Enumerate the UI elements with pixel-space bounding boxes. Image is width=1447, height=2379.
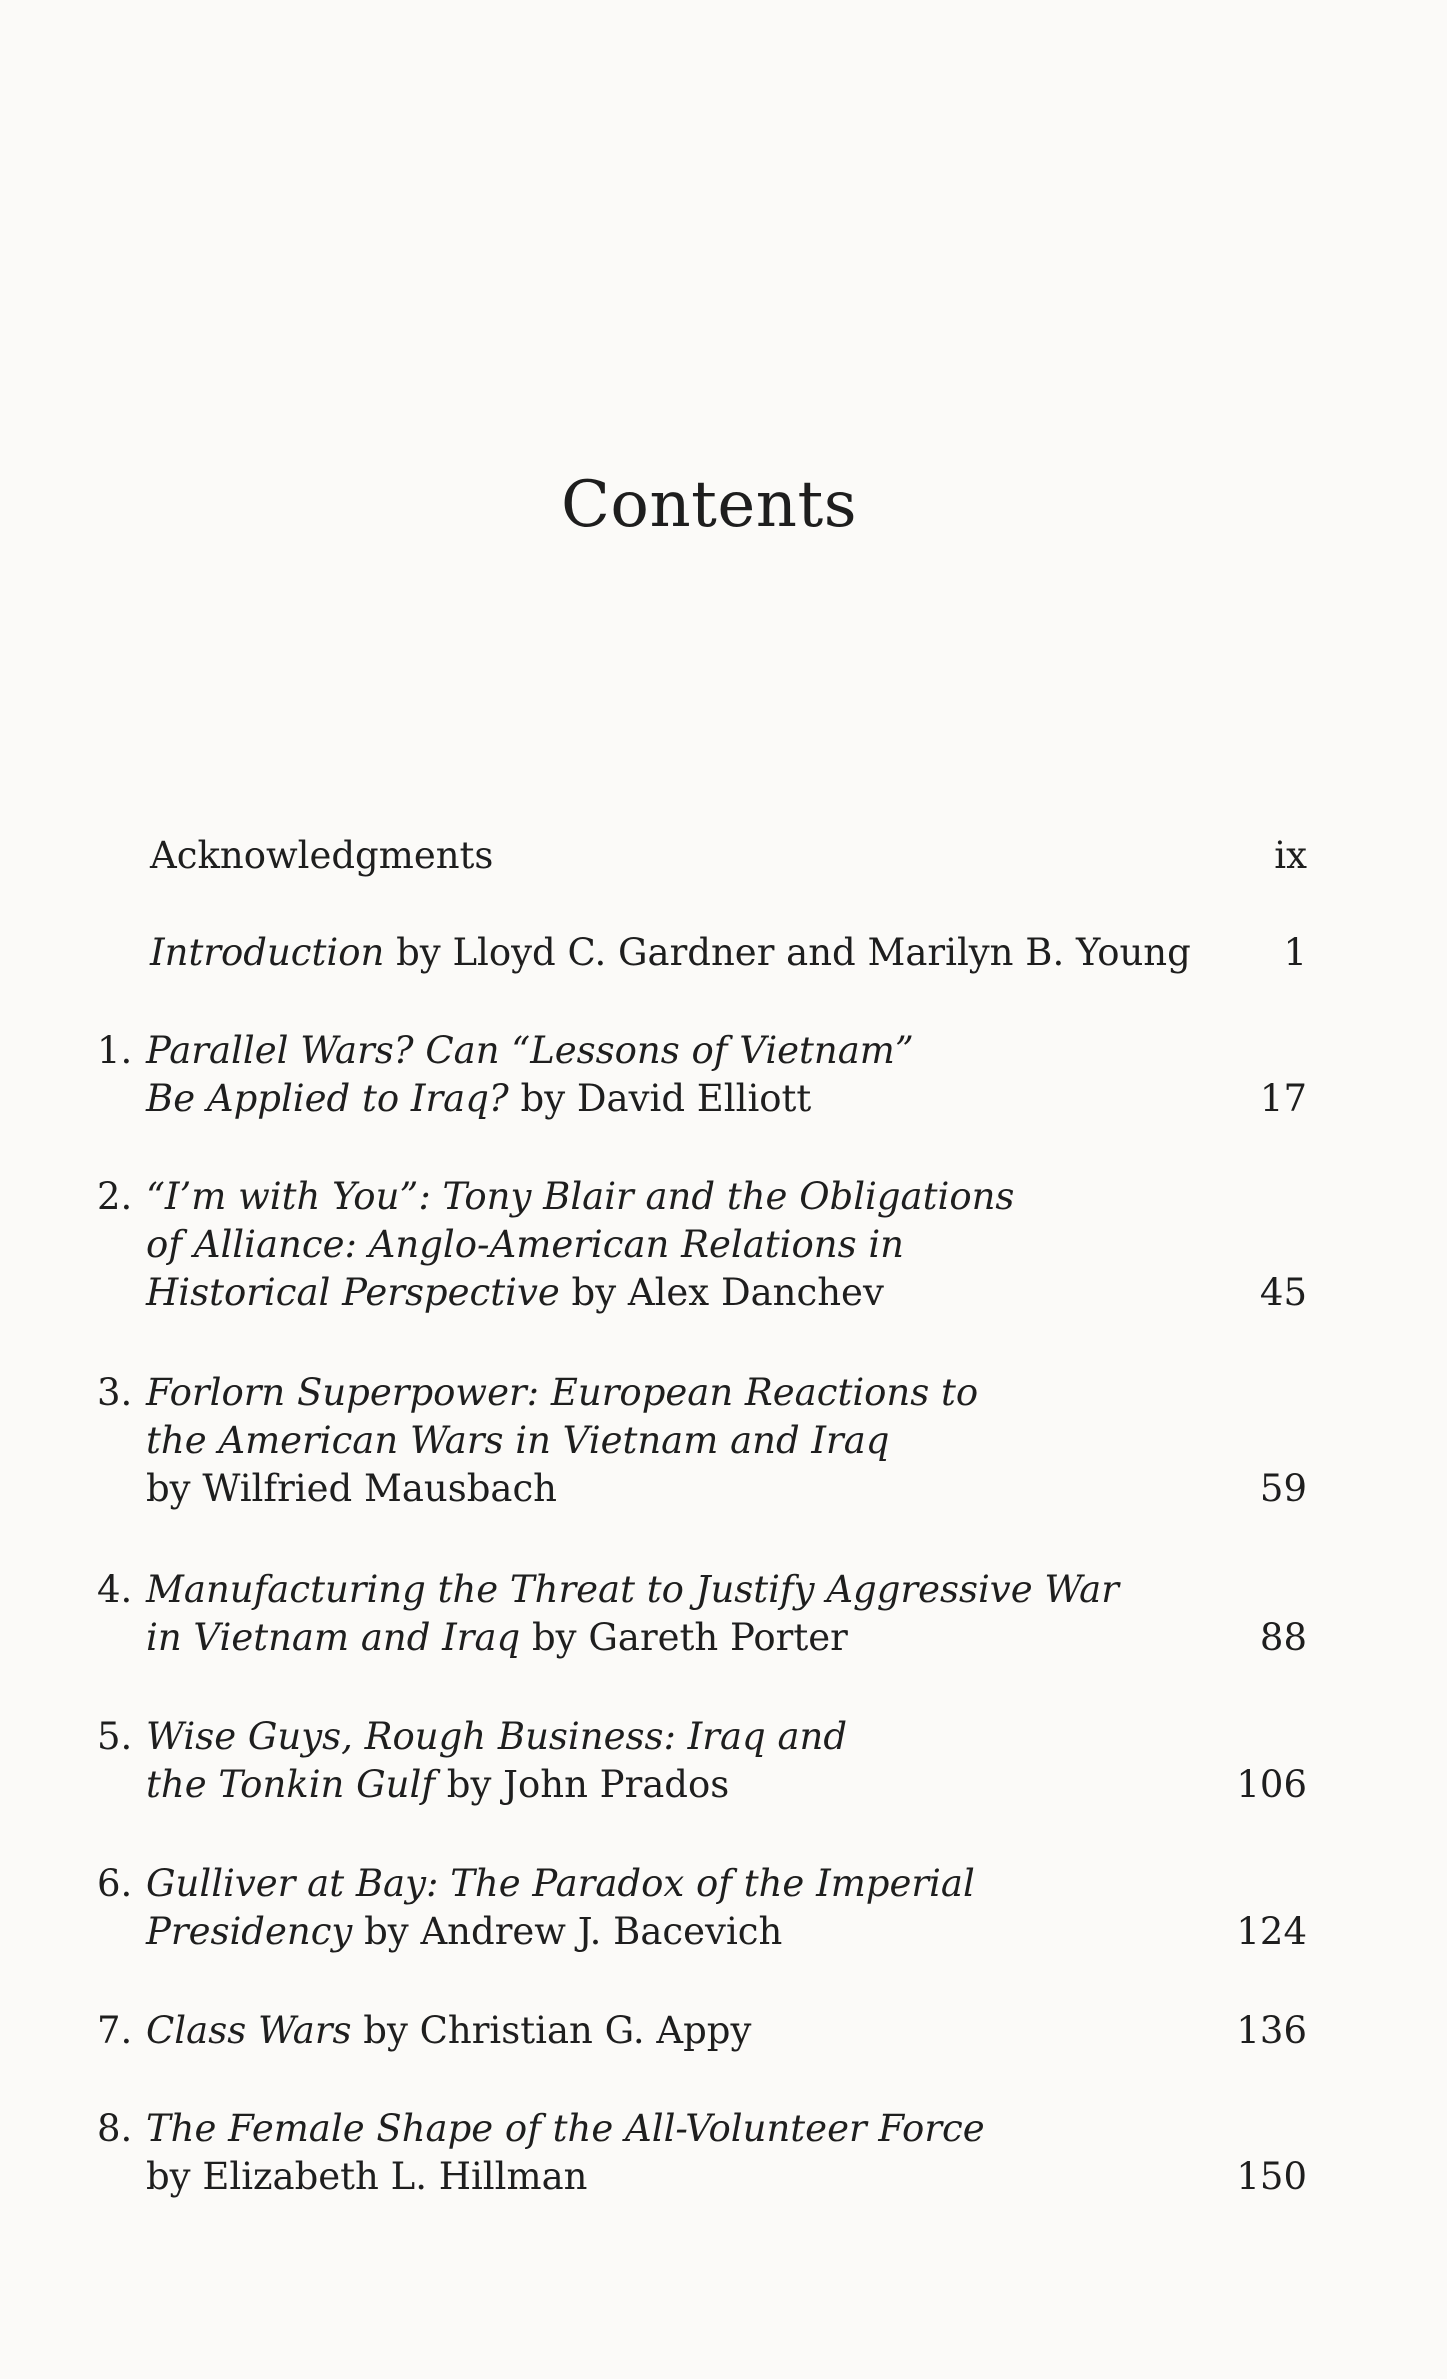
title-segment-italic: Presidency (146, 1910, 353, 1953)
entry-title-line (146, 1908, 1196, 1956)
entry-title (146, 1369, 1196, 1513)
title-segment-italic: “I’m with You”: Tony Blair and the Obligations (146, 1175, 1015, 1218)
entry-title-line (146, 1075, 1196, 1123)
title-segment: by David Elliott (508, 1077, 812, 1120)
page-title: Contents (560, 468, 858, 542)
title-segment: by Andrew J. Bacevich (352, 1910, 783, 1953)
title-segment: by Wilfried Mausbach (146, 1467, 558, 1510)
entry-title (150, 832, 1200, 880)
entry-title-line (146, 1027, 1196, 1075)
entry-title (146, 1173, 1196, 1317)
entry-title-line (146, 1221, 1196, 1269)
title-segment-italic: Manufacturing the Threat to Justify Aggressive War (146, 1568, 1119, 1611)
title-segment-italic: Introduction (150, 931, 385, 974)
title-segment-italic: Class Wars (146, 2009, 352, 2052)
chapter-number: 4. (97, 1568, 133, 1611)
title-segment: by Lloyd C. Gardner and Marilyn B. Young (384, 931, 1191, 974)
entry-title-line (146, 2153, 1196, 2201)
entry-title-line (146, 1860, 1196, 1908)
page-number: 59 (1259, 1467, 1307, 1510)
title-segment-italic: The Female Shape of the All-Volunteer Force (146, 2107, 985, 2150)
entry-title (146, 1860, 1196, 1956)
chapter-number: 6. (97, 1862, 133, 1905)
entry-title-line (146, 1173, 1196, 1221)
chapter-number: 2. (97, 1175, 133, 1218)
entry-title-line (150, 929, 1200, 977)
chapter-number: 5. (97, 1715, 133, 1758)
page-number: 150 (1236, 2155, 1307, 2198)
entry-title-line (146, 1269, 1196, 1317)
title-segment-italic: Gulliver at Bay: The Paradox of the Imperial (146, 1862, 975, 1905)
page-number: 136 (1236, 2009, 1307, 2052)
title-segment-italic: of Alliance: Anglo-American Relations in (146, 1223, 904, 1266)
title-segment-italic: Historical Perspective (146, 1271, 560, 1314)
title-segment-italic: the American Wars in Vietnam and Iraq (146, 1419, 890, 1462)
title-segment-italic: Forlorn Superpower: European Reactions to (146, 1371, 979, 1414)
title-segment: by Gareth Porter (520, 1616, 848, 1659)
entry-title (150, 929, 1200, 977)
entry-title-line (146, 2105, 1196, 2153)
entry-title-line (146, 1566, 1196, 1614)
entry-title (146, 1713, 1196, 1809)
title-segment-italic: the Tonkin Gulf (146, 1763, 436, 1806)
entry-title-line (146, 1761, 1196, 1809)
chapter-number: 7. (97, 2009, 133, 2052)
entry-title-line (146, 1417, 1196, 1465)
chapter-number: 3. (97, 1371, 133, 1414)
entry-title-line (150, 832, 1200, 880)
entry-title-line (146, 1465, 1196, 1513)
title-segment: Acknowledgments (150, 834, 494, 877)
chapter-number: 1. (97, 1029, 133, 1072)
entry-title-line (146, 1713, 1196, 1761)
page-number: 88 (1259, 1616, 1307, 1659)
page-number: 1 (1283, 931, 1307, 974)
page-number: 17 (1259, 1077, 1307, 1120)
title-segment: by Elizabeth L. Hillman (146, 2155, 588, 2198)
entry-title (146, 1566, 1196, 1662)
entry-title-line (146, 2007, 1196, 2055)
page-number: 106 (1236, 1763, 1307, 1806)
chapter-number: 8. (97, 2107, 133, 2150)
page-number: ix (1274, 834, 1307, 877)
entry-title-line (146, 1369, 1196, 1417)
title-segment-italic: Be Applied to Iraq? (146, 1077, 509, 1120)
title-segment: by Christian G. Appy (351, 2009, 752, 2052)
entry-title (146, 2105, 1196, 2201)
entry-title (146, 2007, 1196, 2055)
title-segment: by Alex Danchev (559, 1271, 884, 1314)
title-segment-italic: in Vietnam and Iraq (146, 1616, 521, 1659)
page-number: 45 (1259, 1271, 1307, 1314)
page-number: 124 (1236, 1910, 1307, 1953)
entry-title (146, 1027, 1196, 1123)
entry-title-line (146, 1614, 1196, 1662)
title-segment: by John Prados (435, 1763, 730, 1806)
title-segment-italic: Parallel Wars? Can “Lessons of Vietnam” (146, 1029, 914, 1072)
title-segment-italic: Wise Guys, Rough Business: Iraq and (146, 1715, 848, 1758)
